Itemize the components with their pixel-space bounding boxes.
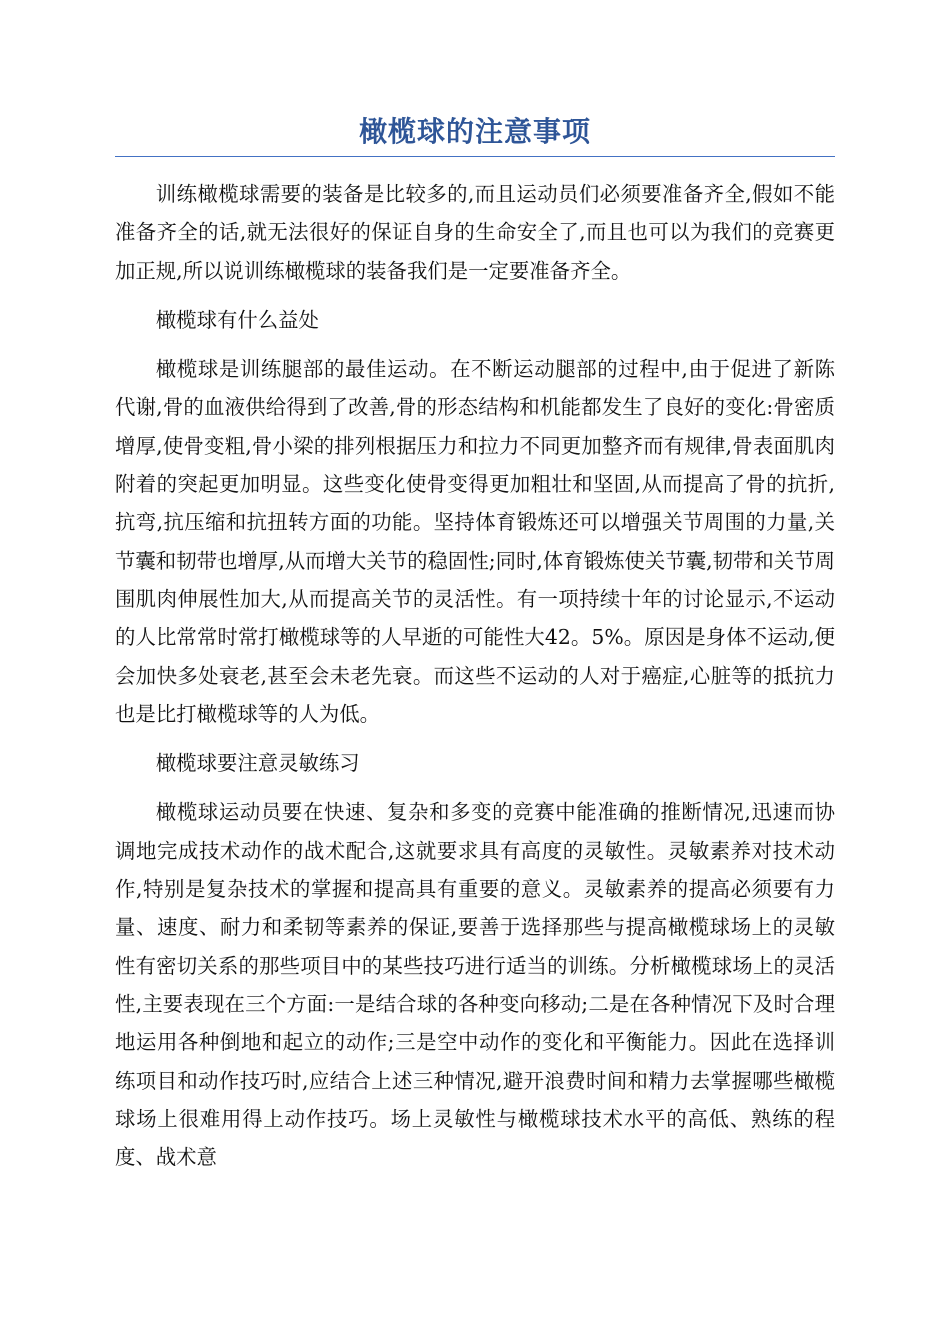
benefits-paragraph: 橄榄球是训练腿部的最佳运动。在不断运动腿部的过程中,由于促进了新陈代谢,骨的血液供给得到了改善,骨的形态结构和机能都发生了良好的变化:骨密质增厚,使骨变粗,骨小梁的排列根据压力和拉力不同更加整齐而有规律,骨表面肌肉附着的突起更加明显。这些变化使骨变得更加粗壮和坚固,从而提高了骨的抗折,抗弯,抗压缩和抗扭转方面的功能。坚持体育锻炼还可以增强关节周围的力量,关节囊和韧带也增厚,从而增大关节的稳固性;同时,体育锻炼使关节囊,韧带和关节周围肌肉伸展性加大,从而提高关节的灵活性。有一项持续十年的讨论显示,不运动的人比常常时常打橄榄球等的人早逝的可能性大42。5%。原因是身体不运动,便会加快多处衰老,甚至会未老先衰。而这些不运动的人对于癌症,心脏等的抵抗力也是比打橄榄球等的人为低。 [115,357,835,726]
document-title: 橄榄球的注意事项 [358,115,591,148]
paragraph-spacer [115,782,835,793]
title-underline [115,156,835,157]
document-page [115,108,835,1176]
section-heading-benefits: 橄榄球有什么益处 [155,307,319,332]
paragraph-spacer [115,733,835,744]
agility-paragraph: 橄榄球运动员要在快速、复杂和多变的竞赛中能准确的推断情况,迅速而协调地完成技术动作的战术配合,这就要求具有高度的灵敏性。灵敏素养对技术动作,特别是复杂技术的掌握和提高具有重要的意义。灵敏素养的提高必须要有力量、速度、耐力和柔韧等素养的保证,要善于选择那些与提高橄榄球场上的灵敏性有密切关系的那些项目中的某些技巧进行适当的训练。分析橄榄球场上的灵活性,主要表现在三个方面:一是结合球的各种变向移动;二是在各种情况下及时合理地运用各种倒地和起立的动作;三是空中动作的变化和平衡能力。因此在选择训练项目和动作技巧时,应结合上述三种情况,避开浪费时间和精力去掌握哪些橄榄球场上很难用得上动作技巧。场上灵敏性与橄榄球技术水平的高低、熟练的程度、战术意 [115,800,835,1170]
intro-paragraph: 训练橄榄球需要的装备是比较多的,而且运动员们必须要准备齐全,假如不能准备齐全的话,就无法很好的保证自身的生命安全了,而且也可以为我们的竞赛更加正规,所以说训练橄榄球的装备我们是一定要准备齐全。 [115,182,835,283]
paragraph-spacer [115,339,835,350]
section-heading-agility: 橄榄球要注意灵敏练习 [155,751,360,776]
paragraph-spacer [115,290,835,301]
